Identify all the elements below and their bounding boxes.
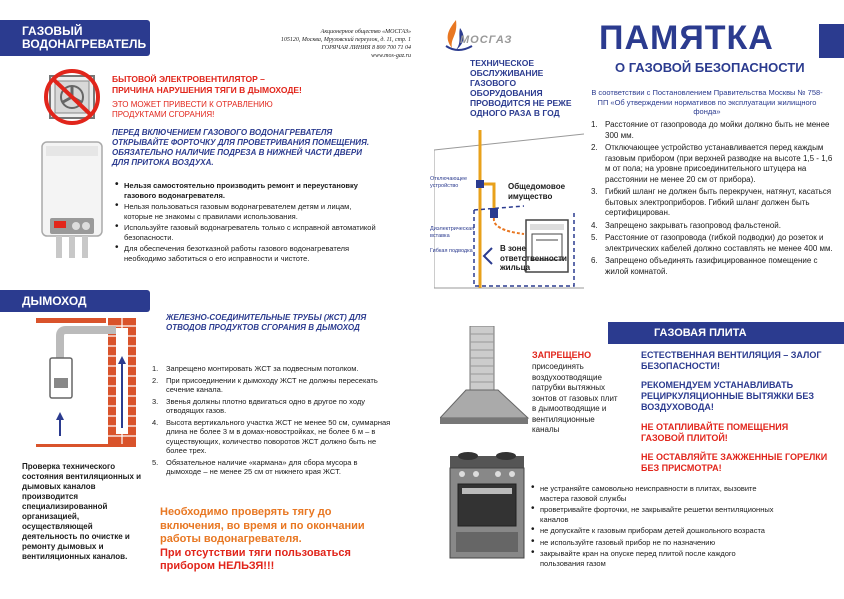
- stove-rule: • не используйте газовый прибор не по назначению: [530, 538, 780, 548]
- diagram-zone: В зоне ответственности жильца: [500, 244, 567, 272]
- pipes-title: ЖЕЛЕЗНО-СОЕДИНИТЕЛЬНЫЕ ТРУБЫ (ЖСТ) ДЛЯ ОТВОДОВ ПРОДУКТОВ СГОРАНИЯ В ДЫМОХОД: [166, 313, 367, 332]
- diagram-hose: Гибкая подводка: [430, 248, 473, 254]
- diagram-shutoff: Отключающее устройство: [430, 176, 468, 189]
- memo-rule: 1. Расстояние от газопровода до мойки должно быть не менее 300 мм.: [591, 120, 830, 140]
- chimney-rule: 5. Обязательное наличие «кармана» для сбора мусора в дымоходе – не менее 25 см от нижнего края ЖСТ.: [152, 457, 358, 476]
- chimney-rule: 4. Высота вертикального участка ЖСТ не менее 50 см, суммарная длина не более 3 м в домах-новостройках, не более 6 м – в существующих, количество поворотов ЖСТ должно быть не более трех.: [152, 417, 391, 455]
- chimney-rule: 1. Запрещено монтировать ЖСТ за подвесным потолком.: [152, 364, 359, 373]
- heater-title-line2: ВОДОНАГРЕВАТЕЛЬ: [22, 37, 147, 51]
- left-panel: [0, 0, 420, 599]
- heater-rules-list: [114, 181, 376, 265]
- diagram-common-property: Общедомовое имущество: [508, 182, 566, 201]
- fan-warning-title-1: БЫТОВОЙ ЭЛЕКТРОВЕНТИЛЯТОР –: [112, 74, 265, 84]
- before-use: ПЕРЕД ВКЛЮЧЕНИЕМ ГАЗОВОГО ВОДОНАГРЕВАТЕЛЯ ОТКРЫВАЙТЕ ФОРТОЧКУ ДЛЯ ПРОВЕТРИВАНИЯ ПОМЕЩЕНИЯ.: [112, 128, 370, 147]
- fan-warning-sub: [112, 100, 332, 120]
- logo-text: МОСГАЗ: [460, 34, 513, 46]
- door-cut-required: ОБЯЗАТЕЛЬНО НАЛИЧИЕ ПОДРЕЗА В НИЖНЕЙ ЧАСТИ ДВЕРИ ДЛЯ ПРИТОКА ВОЗДУХА.: [112, 148, 362, 167]
- gas-stove-icon: [448, 448, 526, 562]
- chimney-rules-list: [152, 364, 392, 479]
- recommend-hoods: РЕКОМЕНДУЕМ УСТАНАВЛИВАТЬ РЕЦИРКУЛЯЦИОННЫЕ ВЫТЯЖКИ БЕЗ ВОЗДУХОВОДА!: [641, 380, 815, 412]
- draft-check: Необходимо проверять тягу до включения, во время и по окончании работы водонагревателя.: [160, 506, 365, 545]
- water-heater-icon: [36, 140, 108, 262]
- company-info: [225, 28, 411, 60]
- memo-rule: 6. Запрещено объединять газифицированное помещение с жилой комнатой.: [591, 256, 818, 276]
- fan-warning-sub-1: ЭТО МОЖЕТ ПРИВЕСТИ К ОТРАВЛЕНИЮ: [112, 100, 273, 109]
- stove-rule: • закрывайте кран на опуске перед плитой после каждого пользования газом: [530, 549, 780, 568]
- service-text: ТЕХНИЧЕСКОЕ ОБСЛУЖИВАНИЕ ГАЗОВОГО ОБОРУДОВАНИЯ ПРОВОДИТСЯ НЕ РЕЖЕ ОДНОГО РАЗА В ГОД: [470, 58, 572, 118]
- heater-title-band: [0, 20, 150, 56]
- chimney-rule: 2. При присоединении к дымоходу ЖСТ не должны пересекать сечение канала.: [152, 375, 378, 394]
- heater-rule: • Для обеспечения безотказной работы газового водонагревателя необходимо заботиться о его исправности и чистоте.: [114, 244, 376, 263]
- fan-warning-title-2: ПРИЧИНА НАРУШЕНИЯ ТЯГИ В ДЫМОХОДЕ!: [112, 85, 302, 95]
- regulation-text: В соответствии с Постановлением Правительства Москвы № 758-ПП «Об утверждении нормативов по эксплуатации жилищного фонда»: [591, 88, 823, 116]
- before-use-text: [112, 128, 370, 168]
- stove-title-band: [608, 322, 844, 344]
- natural-vent: ЕСТЕСТВЕННАЯ ВЕНТИЛЯЦИЯ – ЗАЛОГ БЕЗОПАСНОСТИ!: [641, 350, 822, 371]
- fan-warning-title: [112, 74, 352, 96]
- chimney-title-band: [0, 290, 150, 312]
- memo-rule: 4. Запрещено закрывать газопровод фальстеной.: [591, 220, 781, 230]
- heater-title-line1: ГАЗОВЫЙ: [22, 24, 83, 38]
- heater-rule: • Используйте газовый водонагреватель только с исправной автоматикой безопасности.: [114, 223, 376, 242]
- no-fan-icon: [42, 68, 102, 126]
- company-name: Акционерное общество «МОСГАЗ»: [320, 29, 411, 35]
- stove-rule: • проветривайте форточки, не закрывайте решетки вентиляционных каналов: [530, 505, 780, 524]
- company-address: 105120, Москва, Мрузовский переулок, д. 11, стр. 1: [280, 37, 411, 43]
- stove-rule: • не устраняйте самовольно неисправности в плитах, вызовите мастера газовой службы: [530, 484, 780, 503]
- chimney-rule: 3. Звенья должны плотно вдвигаться одно в другое по ходу отводящих газов.: [152, 396, 365, 415]
- company-hotline: ГОРЯЧАЯ ЛИНИЯ 8 800 700 71 04: [321, 45, 411, 51]
- chimney-diagram-icon: [36, 318, 146, 450]
- range-hood-icon: [440, 326, 530, 426]
- fan-warning-sub-2: ПРОДУКТАМИ СГОРАНИЯ!: [112, 110, 215, 119]
- memo-rule: 2. Отключающее устройство устанавливается перед каждым газовым прибором (при верхней разводке на высоте 1,5 - 1,6 м от пола; на уровне присоединительного штуцера на расстоянии не менее 20 см от прибора).: [591, 143, 833, 184]
- memo-rule: 3. Гибкий шланг не должен быть перекручен, натянут, касаться бытовых электроприборов. Гибкий шланг должен быть сертифицирован.: [591, 187, 832, 217]
- chimney-title: ДЫМОХОД: [22, 294, 87, 308]
- memo-rules-list: [591, 120, 833, 279]
- forbidden-title: ЗАПРЕЩЕНО: [532, 350, 592, 360]
- no-heating: НЕ ОТАПЛИВАЙТЕ ПОМЕЩЕНИЯ ГАЗОВОЙ ПЛИТОЙ!: [641, 422, 789, 443]
- memo-title-accent: [819, 24, 844, 58]
- forbidden-text: присоединять воздухоотводящие патрубки вытяжных зонтов от газовых плит в дымоотводящие и вентиляционные каналы: [532, 362, 618, 434]
- heater-rule: • Нельзя пользоваться газовым водонагревателем детям и лицам, которые не знакомы с правилами использования.: [114, 202, 376, 221]
- inspection-text: Проверка технического состояния вентиляционных и дымовых каналов производится специализированной организацией, осуществляющей деятельность по очистке и ремонту дымовых и вентиляционных каналов.: [22, 462, 142, 561]
- no-unattended: НЕ ОСТАВЛЯЙТЕ ЗАЖЖЕННЫЕ ГОРЕЛКИ БЕЗ ПРИСМОТРА!: [641, 452, 828, 473]
- memo-subtitle: О ГАЗОВОЙ БЕЗОПАСНОСТИ: [615, 60, 805, 75]
- stove-rules-list: [530, 484, 780, 570]
- draft-warning: [160, 506, 395, 574]
- memo-title: ПАМЯТКА: [599, 19, 774, 57]
- no-draft: При отсутствии тяги пользоваться прибором НЕЛЬЗЯ!!!: [160, 546, 351, 572]
- heater-rule: • Нельзя самостоятельно производить ремонт и переустановку газового водонагревателя.: [114, 181, 376, 200]
- stove-rule: • не допускайте к газовым приборам детей дошкольного возраста: [530, 526, 780, 536]
- memo-rule: 5. Расстояние от газопровода (гибкой подводки) до розеток и электрических кабелей должно составлять не менее 400 мм.: [591, 233, 833, 253]
- stove-title: ГАЗОВАЯ ПЛИТА: [654, 327, 747, 339]
- diagram-dielectric: Диэлектрическая вставка: [430, 226, 475, 239]
- company-website: www.mos-gaz.ru: [371, 53, 411, 59]
